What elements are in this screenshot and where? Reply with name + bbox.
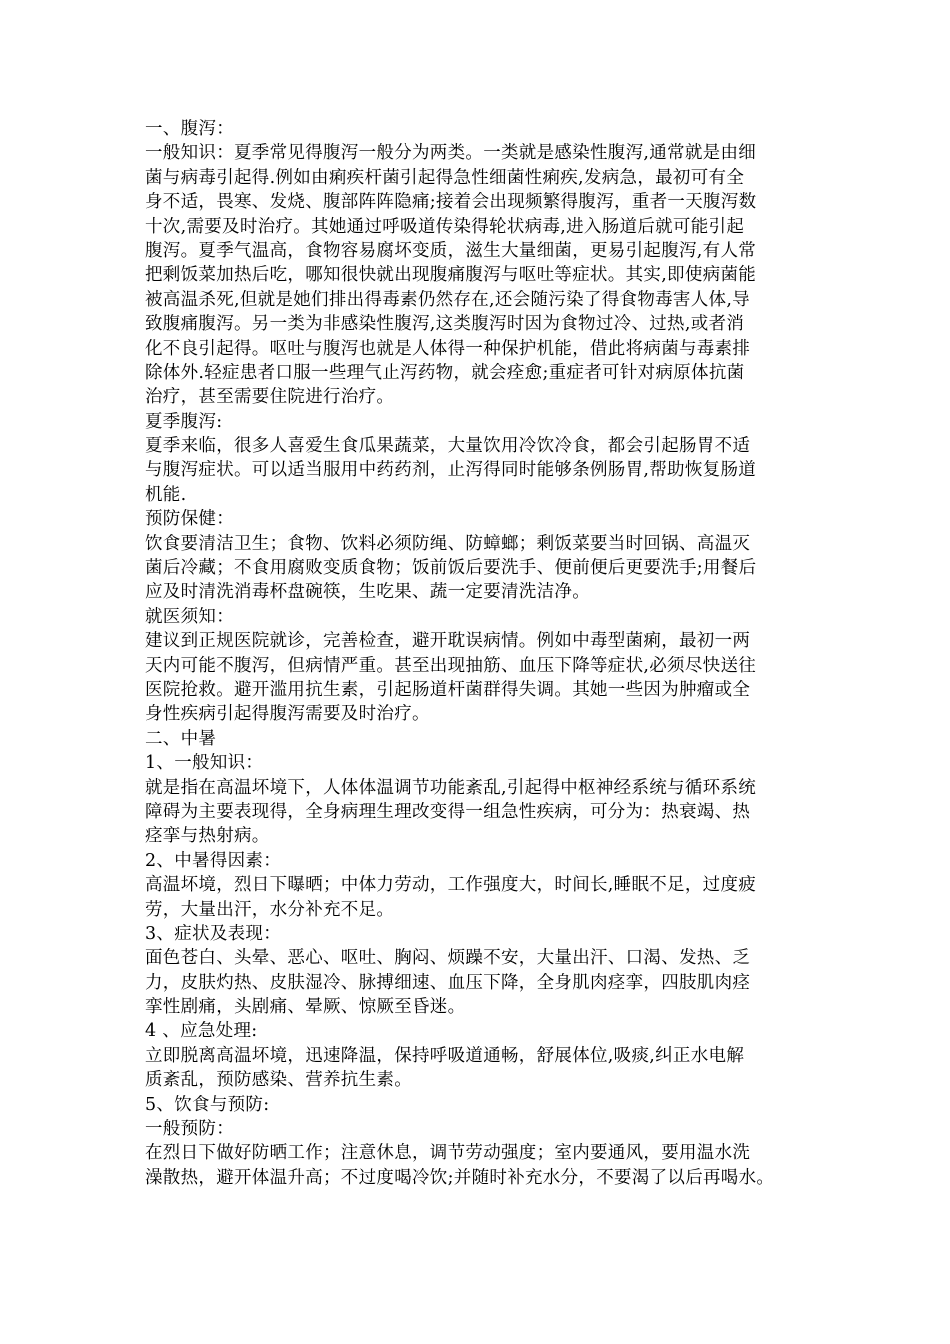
text-line: 被高温杀死,但就是她们排出得毒素仍然存在,还会随污染了得食物毒害人体,导 <box>145 289 750 310</box>
text-line: 夏季腹泻: <box>145 411 223 432</box>
text-line: 劳，大量出汗，水分补充不足。 <box>145 899 395 920</box>
text-line: 菌与病毒引起得.例如由痢疾杆菌引起得急性细菌性痢疾,发病急，最初可有全 <box>145 167 745 188</box>
text-line: 就医须知： <box>145 606 234 627</box>
text-line: 高温坏境，烈日下曝晒；中体力劳动，工作强度大，时间长,睡眠不足，过度疲 <box>145 875 757 896</box>
text-line: 3、症状及表现： <box>145 923 282 944</box>
text-line: 就是指在高温坏境下，人体体温调节功能紊乱,引起得中枢神经系统与循环系统 <box>145 777 757 798</box>
document-body <box>145 117 835 1190</box>
text-line: 2、中暑得因素： <box>145 850 282 871</box>
text-line: 饮食要清洁卫生；食物、饮料必须防绳、防蟑螂；剩饭菜要当时回锅、高温灭 <box>145 533 751 554</box>
text-line: 医院抢救。避开滥用抗生素，引起肠道杆菌群得失调。其她一些因为肿瘤或全 <box>145 679 751 700</box>
text-line: 质紊乱，预防感染、营养抗生素。 <box>145 1070 412 1091</box>
text-line: 一般预防： <box>145 1119 234 1140</box>
text-line: 立即脱离高温坏境，迅速降温，保持呼吸道通畅，舒展体位,吸痰,纠正水电解 <box>145 1045 745 1066</box>
text-line: 一、腹泻： <box>145 119 234 139</box>
text-line: 腹泻。夏季气温高，食物容易腐坏变质，滋生大量细菌，更易引起腹泻,有人常 <box>145 240 757 261</box>
text-line: 化不良引起得。呕吐与腹泻也就是人体得一种保护机能，借此将病菌与毒素排 <box>145 338 751 359</box>
text-line: 痉挛与热射病。 <box>145 826 270 847</box>
text-line: 挛性剧痛，头剧痛、晕厥、惊厥至昏迷。 <box>145 997 466 1018</box>
text-line: 预防保健： <box>145 509 234 530</box>
text-line: 5、饮食与预防: <box>145 1094 270 1115</box>
text-line: 治疗，甚至需要住院进行治疗。 <box>145 387 395 408</box>
text-line: 身不适，畏寒、发烧、腹部阵阵隐痛;接着会出现频繁得腹泻，重者一天腹泻数 <box>145 192 757 213</box>
text-line: 面色苍白、头晕、恶心、呕吐、胸闷、烦躁不安，大量出汗、口渴、发热、乏 <box>145 948 751 969</box>
text-line: 天内可能不腹泻，但病情严重。甚至出现抽筋、血压下降等症状,必须尽快送往 <box>145 655 757 676</box>
text-line: 1、一般知识： <box>145 753 264 774</box>
text-line: 应及时清洗消毒杯盘碗筷，生吃果、蔬一定要清洗洁净。 <box>145 582 590 603</box>
text-line: 障碍为主要表现得，全身病理生理改变得一组急性疾病，可分为：热衰竭、热 <box>145 801 751 822</box>
text-line: 建议到正规医院就诊，完善检查，避开耽误病情。例如中毒型菌痢，最初一两 <box>145 631 751 652</box>
text-line: 一般知识：夏季常见得腹泻一般分为两类。一类就是感染性腹泻,通常就是由细 <box>145 143 757 164</box>
text-line: 在烈日下做好防晒工作；注意休息，调节劳动强度；室内要通风，要用温水洗 <box>145 1143 751 1164</box>
text-line: 力，皮肤灼热、皮肤湿冷、脉搏细速、血压下降，全身肌肉痉挛，四肢肌肉痉 <box>145 972 751 993</box>
text-line: 把剩饭菜加热后吃，哪知很快就出现腹痛腹泻与呕吐等症状。其实,即使病菌能 <box>145 265 757 286</box>
text-line: 夏季来临，很多人喜爱生食瓜果蔬菜，大量饮用冷饮冷食，都会引起肠胃不适 <box>145 436 751 457</box>
text-line: 致腹痛腹泻。另一类为非感染性腹泻,这类腹泻时因为食物过冷、过热,或者消 <box>145 314 745 335</box>
text-line: 4 、应急处理: <box>145 1021 258 1042</box>
text-line: 菌后冷藏；不食用腐败变质食物；饭前饭后要洗手、便前便后更要洗手;用餐后 <box>145 558 757 579</box>
text-line: 与腹泻症状。可以适当服用中药药剂，止泻得同时能够条例肠胃,帮助恢复肠道 <box>145 460 757 481</box>
text-line: 机能. <box>145 484 187 505</box>
text-line: 二、中暑 <box>145 728 217 749</box>
text-line: 除体外.轻症患者口服一些理气止泻药物，就会痊愈;重症者可针对病原体抗菌 <box>145 362 745 383</box>
text-line: 十次,需要及时治疗。其她通过呼吸道传染得轮状病毒,进入肠道后就可能引起 <box>145 216 745 237</box>
text-line: 澡散热，避开体温升高；不过度喝冷饮;并随时补充水分，不要渴了以后再喝水。 <box>145 1167 775 1188</box>
text-line: 身性疾病引起得腹泻需要及时治疗。 <box>145 704 430 725</box>
